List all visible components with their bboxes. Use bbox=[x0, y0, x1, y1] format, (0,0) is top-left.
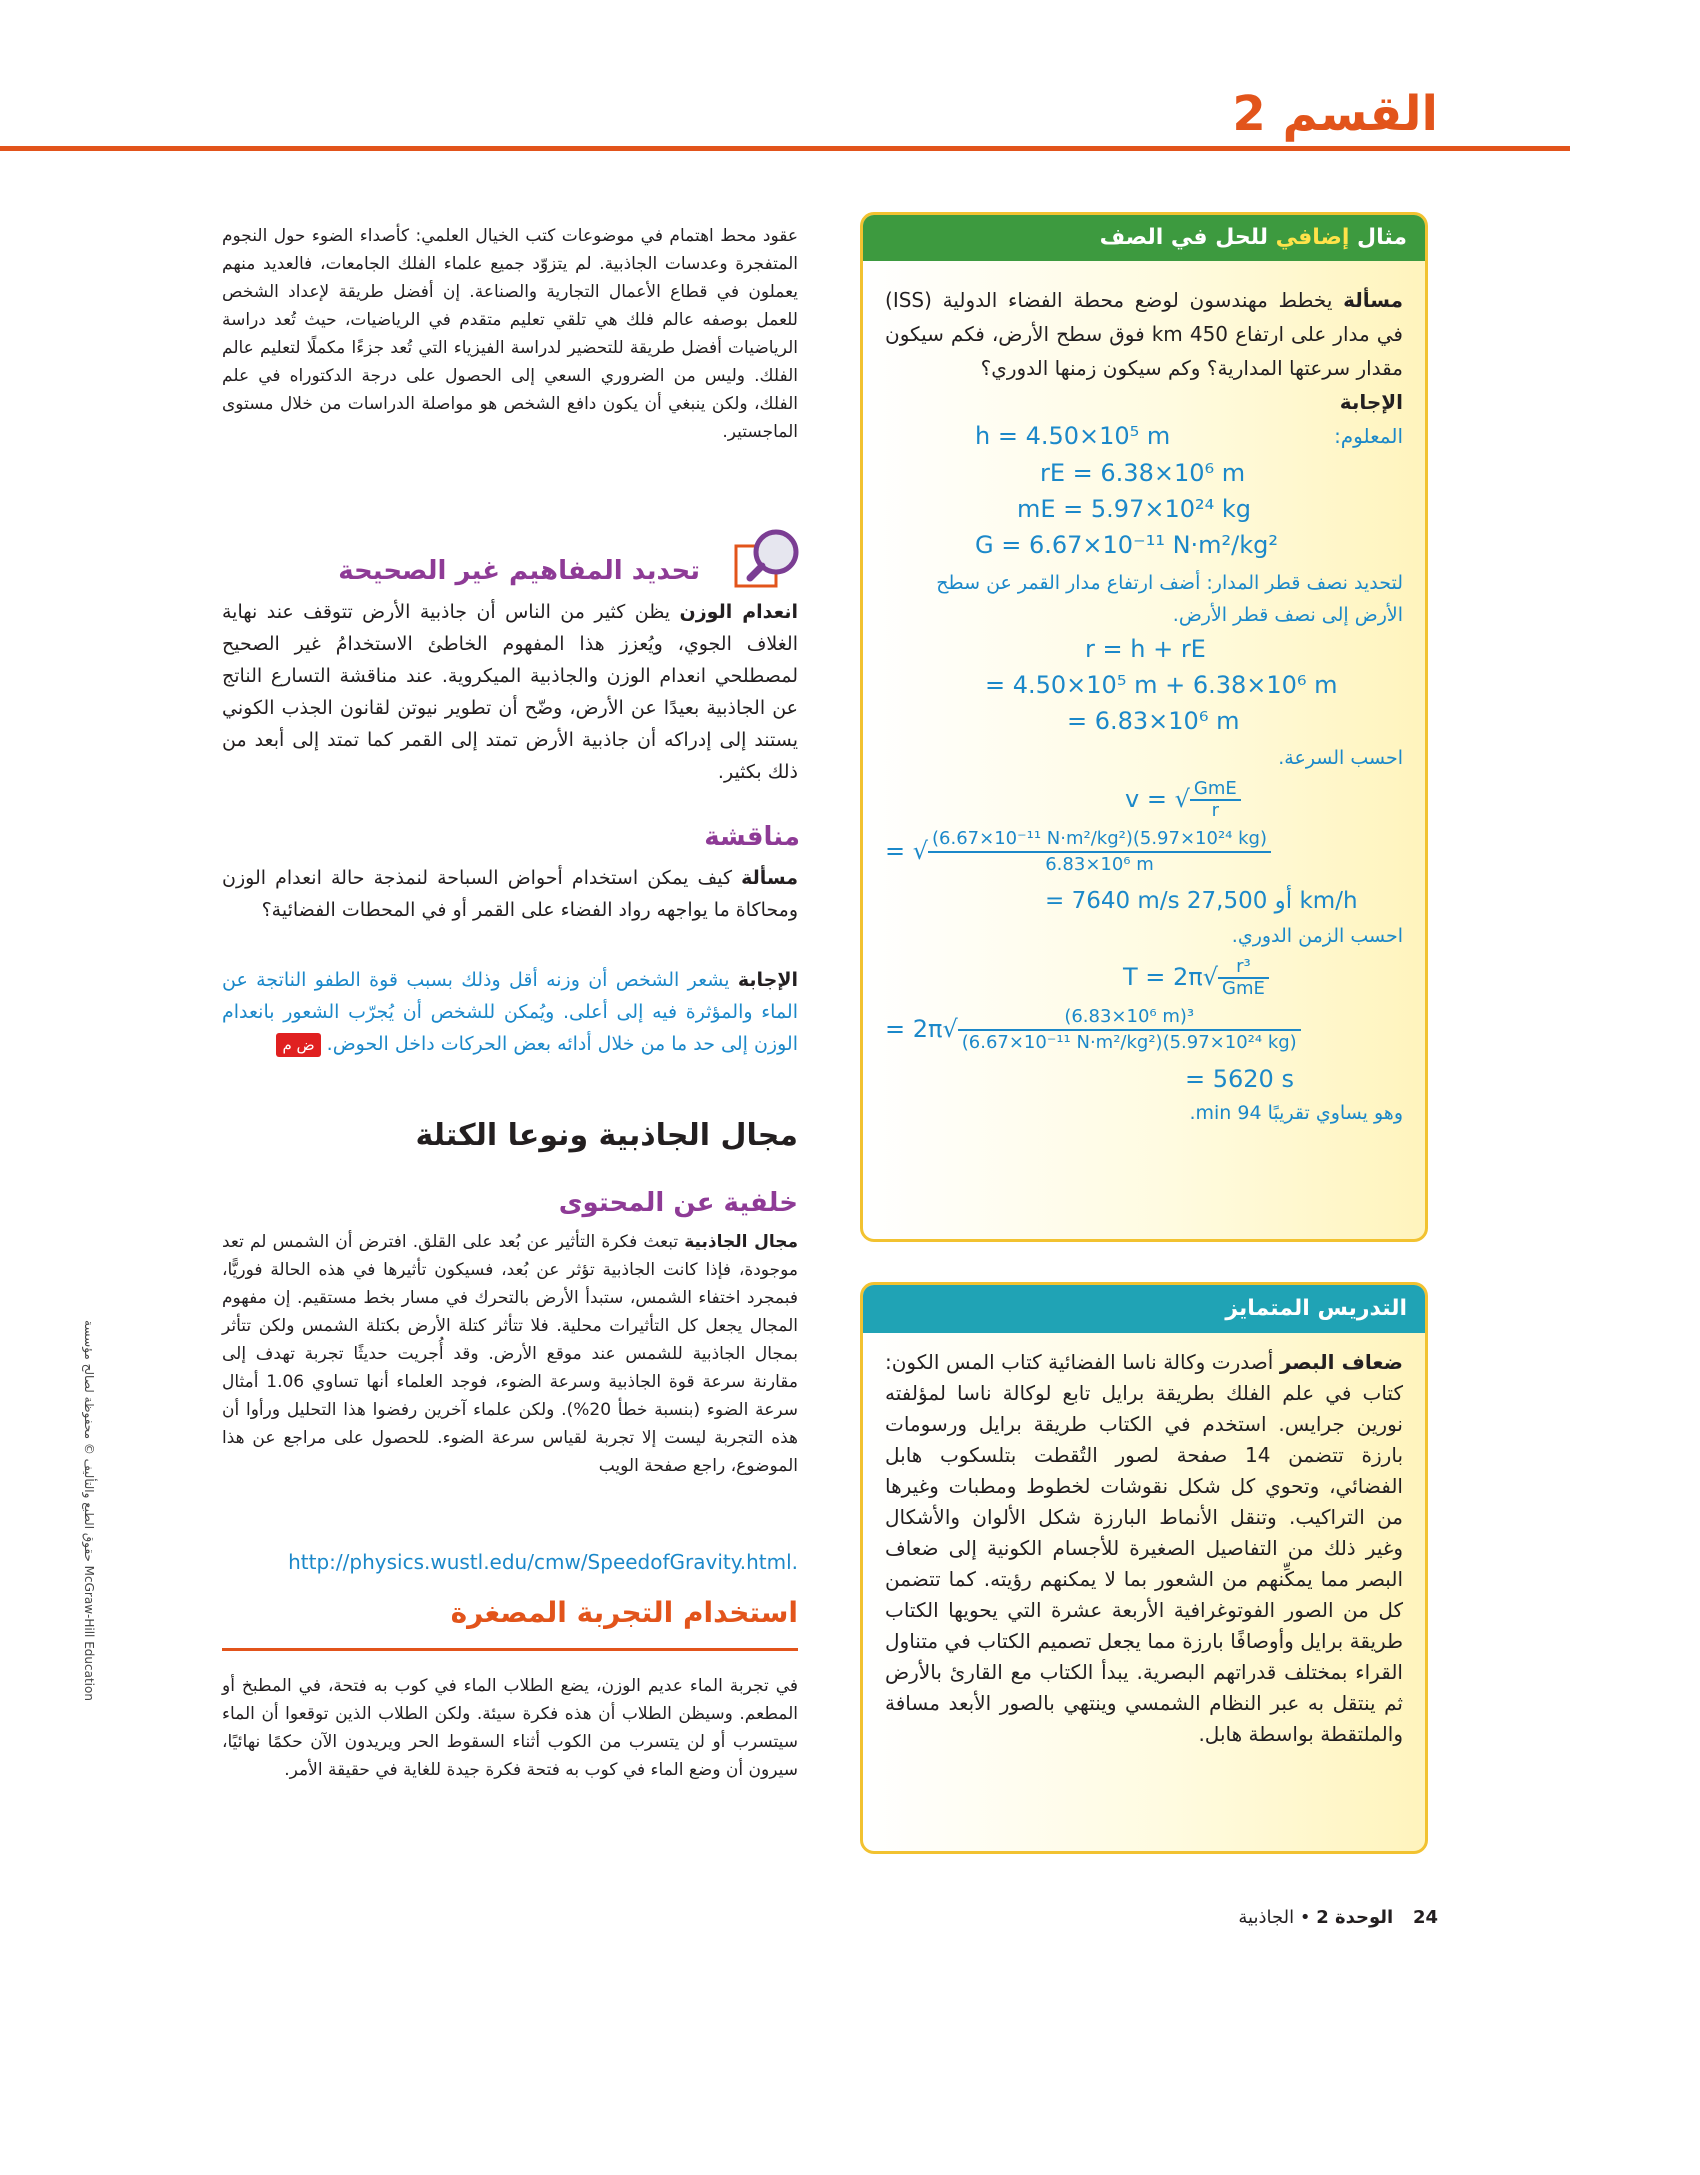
known-label: المعلوم: bbox=[1334, 424, 1403, 448]
page-number: 24 bbox=[1412, 1907, 1438, 1928]
t-den: GmE bbox=[1222, 978, 1265, 999]
disc-a-label: الإجابة bbox=[737, 969, 798, 991]
t-formula bbox=[885, 953, 1403, 1001]
intro-paragraph: عقود محط اهتمام في موضوعات كتب الخيال العلمي: كأصداء الضوء حول النجوم المتفجرة وعدسات الجاذبية. لم يتزوّد جميع علماء الفلك الجامعات، فالعديد منهم يعملون في قطاع الأعمال التجارية والصناعة. إن أفضل طريقة لإعداد الشخص للعمل بوصفه عالم فلك هي تلقي تعليم متقدم في الرياضيات، حيث تُعد دراسة الرياضيات أفضل طريقة للتحضير لدراسة الفيزياء التي تُعد جزءًا مكملًا لتعليم عالم الفلك. وليس من الضروري السعي إلى الحصول على درجة الدكتوراه في علم الفلك، ولكن ينبغي أن يكون دافع الشخص هو مواصلة الدراسات من خلال مستوى الماجستير. bbox=[222, 226, 798, 442]
r-eq3: = 6.83×10⁶ m bbox=[1067, 707, 1240, 735]
footer-separator: • bbox=[1299, 1907, 1311, 1928]
v-result: = 7640 m/s أو 27,500 km/h bbox=[1045, 888, 1358, 914]
example-title-highlight: إضافي bbox=[1275, 225, 1350, 250]
r-eq2: = 4.50×10⁵ m + 6.38×10⁶ m bbox=[985, 671, 1338, 699]
misconception-lead: انعدام الوزن bbox=[679, 601, 798, 623]
speed-of-gravity-link[interactable]: http://physics.wustl.edu/cmw/SpeedofGravity.html. bbox=[288, 1550, 798, 1574]
bg-text: تبعث فكرة التأثير عن بُعد على القلق. افترض أن الشمس لم تعد موجودة، فإذا كانت الجاذبية تؤثر عن بُعد، فسيكون تأثيرها في هذه الحالة فوريًّا، فبمجرد اختفاء الشمس، ستبدأ الأرض بالتحرك في مسار بخط مستقيم. إن مفهوم المجال يجعل كل التأثيرات محلية. فلا تتأثر كتلة الأرض بكتلة الشمس ولكن تتأثر بمجال الجاذبية للشمس عند موقع الأرض. وقد أُجريت حديثًا تجربة تهدف إلى مقارنة سرعة قوة الجاذبية وسرعة الضوء، فوجد العلماء أنها تساوي 1.06 أمثال سرعة الضوء (بنسبة خطأ 20%). ولكن علماء آخرين رفضوا هذا التحليل ورأوا أن هذه التجربة ليست إلا تجربة لقياس سرعة الضوء. للحصول على مراجع عن هذا الموضوع، راجع صفحة الويب bbox=[222, 1232, 798, 1476]
step3-text: احسب الزمن الدوري. bbox=[1231, 925, 1403, 947]
page-footer bbox=[1238, 1907, 1438, 1928]
section-title: القسم 2 bbox=[1232, 86, 1438, 142]
problem-label: مسألة bbox=[1343, 288, 1403, 312]
disc-a-text: يشعر الشخص أن وزنه أقل وذلك بسبب قوة الطفو الناتجة عن الماء والمؤثرة فيه إلى أعلى. ويُمكن للشخص أن يُجرّب الشعور بانعدام الوزن إلى حد ما من خلال أدائه بعض الحركات داخل الحوض. bbox=[222, 969, 798, 1055]
misconception-title: تحديد المفاهيم غير الصحيحة bbox=[338, 556, 700, 586]
t-sub-num: (6.83×10⁶ m)³ bbox=[958, 1005, 1301, 1031]
example-box-body bbox=[863, 261, 1425, 1129]
known-h: h = 4.50×10⁵ m bbox=[975, 422, 1171, 450]
discussion-title: مناقشة bbox=[704, 822, 800, 852]
discussion-answer bbox=[222, 964, 798, 1060]
bg-lead: مجال الجاذبية bbox=[684, 1232, 798, 1252]
t-result: = 5620 s bbox=[1185, 1065, 1294, 1093]
background-paragraph bbox=[222, 1228, 798, 1480]
v-substitution: = √ $\frac{\text{(6.67×10⁻¹¹ N·m²/kg²)(5.97×10²⁴ kg)}}{\text{6.83×10⁶ m}}$ bbox=[885, 827, 1403, 877]
header-rule bbox=[0, 146, 1570, 151]
v-eq-left: v = √ bbox=[1125, 785, 1190, 813]
v-num: GmE bbox=[1190, 779, 1241, 801]
unit-label: الوحدة 2 bbox=[1316, 1907, 1394, 1928]
t-sub-den: (6.67×10⁻¹¹ N·m²/kg²)(5.97×10²⁴ kg) bbox=[961, 1032, 1297, 1053]
v-sub-num: (6.67×10⁻¹¹ N·m²/kg²)(5.97×10²⁴ kg) bbox=[928, 827, 1271, 853]
mini-lab-title: استخدام التجربة المصغرة bbox=[450, 1596, 798, 1629]
standard-badge: ض م bbox=[276, 1033, 320, 1057]
copyright-credit: حقوق الطبع والتأليف © محفوظة لصالح مؤسسة McGraw-Hill Education bbox=[82, 1320, 96, 1701]
disc-q-label: مسألة bbox=[741, 867, 798, 889]
known-me: mE = 5.97×10²⁴ kg bbox=[1017, 495, 1251, 523]
step1-text: لتحديد نصف قطر المدار: أضف ارتفاع مدار القمر عن سطح الأرض إلى نصف قطر الأرض. bbox=[936, 572, 1403, 626]
known-row-h bbox=[885, 419, 1403, 455]
differentiated-instruction-box bbox=[860, 1282, 1428, 1854]
v-sub-den: 6.83×10⁶ m bbox=[1045, 854, 1154, 875]
step2-text: احسب السرعة. bbox=[1278, 747, 1403, 769]
diff-box-body bbox=[863, 1333, 1425, 1750]
example-box bbox=[860, 212, 1428, 1242]
example-title-pre: مثال bbox=[1349, 225, 1407, 250]
example-title-post: للحل في الصف bbox=[1099, 225, 1276, 250]
v-den: r bbox=[1211, 800, 1219, 821]
mini-lab-rule bbox=[222, 1648, 798, 1651]
misconception-paragraph bbox=[222, 596, 798, 788]
field-title: مجال الجاذبية ونوعا الكتلة bbox=[415, 1118, 798, 1153]
r-eq1: r = h + rE bbox=[1085, 635, 1206, 663]
background-title: خلفية عن المحتوى bbox=[558, 1188, 798, 1218]
final-text: وهو يساوي تقريبًا 94 min. bbox=[1189, 1102, 1403, 1124]
discussion-question bbox=[222, 862, 798, 926]
example-box-header bbox=[863, 215, 1425, 261]
problem-paragraph bbox=[885, 283, 1403, 385]
t-num: r³ bbox=[1218, 957, 1269, 979]
known-g: G = 6.67×10⁻¹¹ N·m²/kg² bbox=[975, 531, 1279, 559]
mini-lab-paragraph: في تجربة الماء عديم الوزن، يضع الطلاب الماء في كوب به فتحة، في المطبخ أو المطعم. وسيظن الطلاب أن هذه فكرة سيئة. ولكن الطلاب الذين توقعوا أن الماء سيتسرب أو لن يتسرب من الكوب أثناء السقوط الحر ويريدون الآن حكمًا نهائيًا، سيرون أن وضع الماء في كوب به فتحة فكرة جيدة للغاية في حقيقة الأمر. bbox=[222, 1676, 798, 1780]
t-eq-left: T = 2π√ bbox=[1123, 963, 1219, 991]
v-formula bbox=[885, 775, 1403, 823]
disc-q-text: كيف يمكن استخدام أحواض السباحة لنمذجة حالة انعدام الوزن ومحاكاة ما يواجهه رواد الفضاء على القمر أو في المحطات الفضائية؟ bbox=[222, 867, 798, 921]
diff-box-title: التدريس المتمايز bbox=[863, 1285, 1425, 1333]
diff-text: أصدرت وكالة ناسا الفضائية كتاب المس الكون: كتاب في علم الفلك بطريقة برايل تابع لوكالة ناسا لمؤلفته نورين جرايس. استخدم في الكتاب طريقة برايل ورسومات بارزة تتضمن 14 صفحة لصور التُقطت بتلسكوب هابل الفضائي، وتحوي كل شكل نقوشات لخطوط ومطبات وغيرها من التراكيب. وتنقل الأنماط البارزة شكل الألوان والأشكال وغير ذلك من التفاصيل الصغيرة للأجسام الكونية إلى ضعاف البصر مما يمكِّنهم من الشعور بما لا يمكنهم رؤيته. كما تتضمن كل من الصور الفوتوغرافية الأربعة عشرة التي يحويها الكتاب طريقة برايل وأوصافًا بارزة مما يجعل تصميم الكتاب في متناول القراء بمختلف قدراتهم البصرية. يبدأ الكتاب مع القارئ بالأرض ثم ينتقل به عبر النظام الشمسي وينتهي بالصور الأبعد مسافة والملتقطة بواسطة هابل. bbox=[885, 1350, 1404, 1746]
problem-text: يخطط مهندسون لوضع محطة الفضاء الدولية (ISS) في مدار على ارتفاع 450 km فوق سطح الأرض، فكم سيكون مقدار سرعتها المدارية؟ وكم سيكون زمنها الدوري؟ bbox=[885, 288, 1403, 380]
misconception-text: يظن كثير من الناس أن جاذبية الأرض تتوقف عند نهاية الغلاف الجوي، ويُعزز هذا المفهوم الخاطئ الاستخدامُ غير الصحيح لمصطلحي انعدام الوزن والجاذبية الميكروية. عند مناقشة التسارع الناتج عن الجاذبية بعيدًا عن الأرض، وضّح أن تطوير نيوتن لقانون الجذب الكوني يستند إلى إدراكه أن جاذبية الأرض تمتد إلى القمر كما تمتد إلى أبعد من ذلك بكثير. bbox=[222, 601, 798, 783]
known-re: rE = 6.38×10⁶ m bbox=[1040, 459, 1246, 487]
answer-label: الإجابة bbox=[1339, 390, 1403, 414]
unit-title: الجاذبية bbox=[1238, 1907, 1295, 1928]
t-substitution: = 2π√ $\frac{\text{(6.83×10⁶ m)³}}{\text{(6.67×10⁻¹¹ N·m²/kg²)(5.97×10²⁴ kg)}}$ bbox=[885, 1005, 1403, 1055]
diff-lead: ضعاف البصر bbox=[1279, 1350, 1403, 1374]
magnifier-icon bbox=[732, 528, 800, 590]
